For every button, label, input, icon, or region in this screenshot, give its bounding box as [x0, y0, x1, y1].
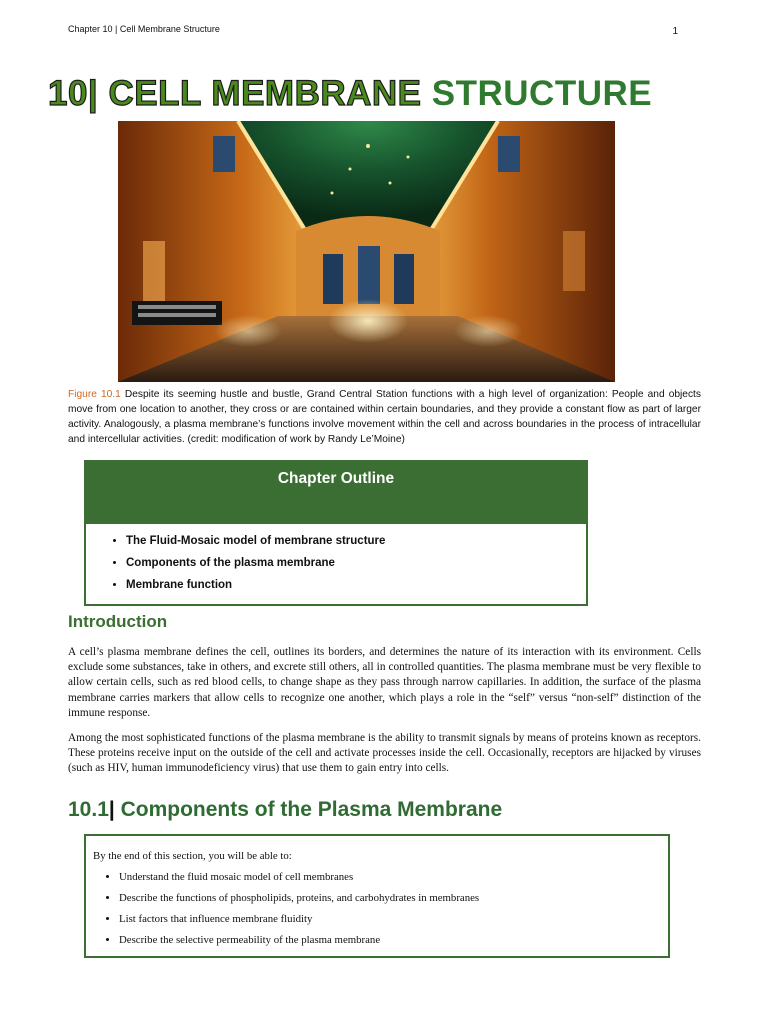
chapter-title-word: STRUCTURE [431, 74, 653, 113]
chapter-outline-list [86, 530, 586, 596]
figure-caption-text: Despite its seeming hustle and bustle, Grand Central Station functions with a high level of organization: People and objects move from one location to another, they cross or are contained within certain boundaries, and they provide a constant flow as part of larger activity. Analogously, a plasma membrane’s functions involve movement within the cell and across boundaries in the process of intracellular and intercellular activities. (credit: modification of work by Randy Le’Moine) [68, 389, 701, 445]
section-number: 10.1 [68, 798, 109, 821]
objective-item: • Understand the fluid mosaic model of cell membranes [119, 867, 668, 888]
section-bar: | [108, 798, 115, 821]
outline-item: • Membrane function [126, 574, 586, 596]
section-title: Components of the Plasma Membrane [114, 798, 503, 821]
running-header [68, 24, 678, 37]
chapter-title [48, 74, 652, 114]
objective-item: • List factors that influence membrane fluidity [119, 909, 668, 930]
objectives-intro: By the end of this section, you will be able to: [93, 850, 292, 862]
introduction-heading: Introduction [68, 612, 168, 631]
chapter-outline-box [84, 460, 588, 606]
intro-paragraph: A cell’s plasma membrane defines the cell, outlines its borders, and determines the nature of its interaction with its environment. Cells exclude some substances, take in others, and excrete still others, all in controlled quantities. The plasma membrane must be very flexible to allow certain cells, such as red blood cells, to change shape as they pass through narrow capillaries. In addition, the surface of the plasma membrane carries markers that allow cells to recognize one another, which plays a role in the “self” versus “non-self” distinction of the immune response. [68, 646, 701, 719]
outline-item: • The Fluid-Mosaic model of membrane structure [126, 530, 586, 552]
intro-paragraph: Among the most sophisticated functions of the plasma membrane is the ability to transmit signals by means of proteins known as receptors. These proteins receive input on the outside of the cell and activate processes inside the cell. Occasionally, receptors are hijacked by viruses (such as HIV, human immunodeficiency virus) that use them to gain entry into cells. [68, 732, 701, 775]
grand-central-photo [118, 121, 615, 382]
figure-caption [68, 387, 701, 447]
page-number: 1 [672, 26, 678, 37]
running-title: Chapter 10 | Cell Membrane Structure [68, 24, 220, 34]
objective-item: • Describe the selective permeability of the plasma membrane [119, 930, 668, 951]
learning-objectives-box [84, 834, 670, 958]
figure-label: Figure 10.1 [68, 389, 121, 400]
chapter-title-number: 10| CELL MEMBRANE [48, 74, 422, 113]
chapter-outline-heading: Chapter Outline [86, 462, 586, 524]
section-heading [68, 798, 502, 822]
objectives-list [93, 867, 668, 951]
objective-item: • Describe the functions of phospholipids, proteins, and carbohydrates in membranes [119, 888, 668, 909]
outline-item: • Components of the plasma membrane [126, 552, 586, 574]
